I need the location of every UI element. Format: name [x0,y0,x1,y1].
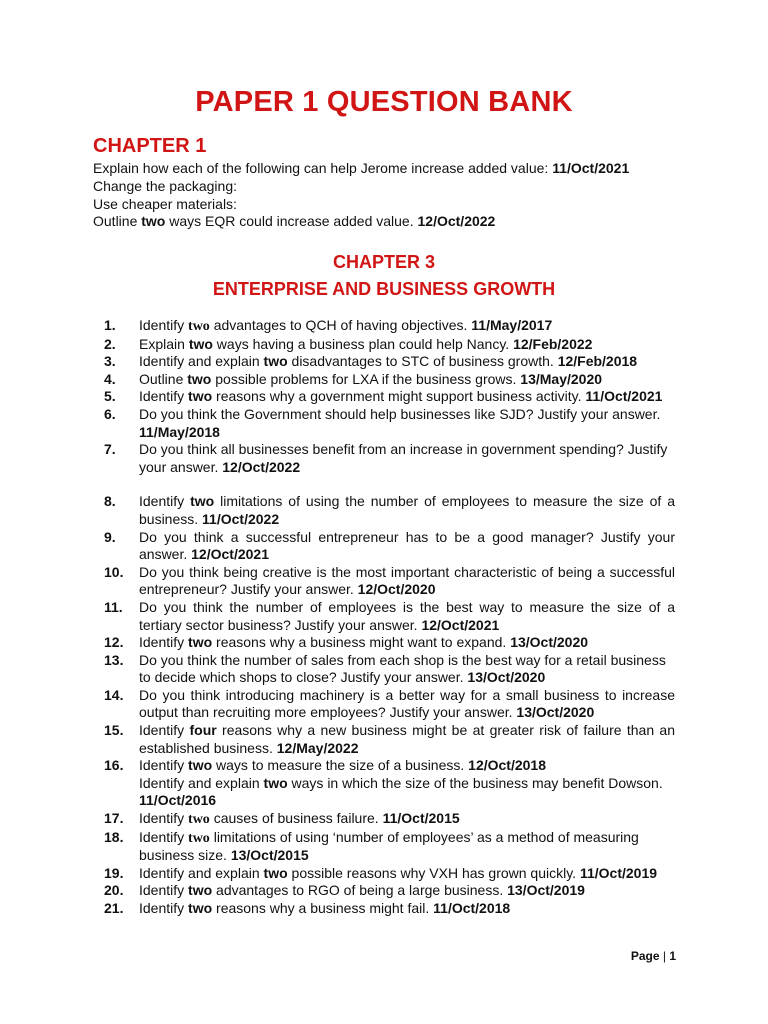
question-text-part: Identify [139,900,189,916]
question-text [139,757,675,810]
chapter-3-subheading: ENTERPRISE AND BUSINESS GROWTH [212,279,556,299]
exam-date: 12/Oct/2022 [417,213,496,230]
question-number: 19. [104,864,124,881]
question-text [139,406,675,441]
question-text-part: Identify [139,634,189,651]
question-text [139,493,675,528]
question-text-part: ways having a business plan could help Nancy. [212,335,514,352]
question-text-part: Identify and explain [139,353,264,370]
chapter-1-line [93,213,629,231]
question-text-part: reasons why a government might support business activity. [212,388,586,405]
question-text [139,441,675,476]
question-text-part: possible reasons why VXH has grown quickly. [287,864,580,881]
question-subpart [139,775,675,810]
chapter-1-line [93,178,629,196]
question-number: 20. [104,882,124,899]
emphasis-word: two [188,900,213,916]
question-text [139,810,675,829]
question-text [139,634,675,652]
question-item [104,388,675,406]
question-text-part: Do you think a successful entrepreneur has to be a good manager? Justify your answer. [139,528,675,563]
question-text-part: limitations of using ‘number of employees’ as a method of measuring business size. [139,828,639,864]
exam-date: 12/Oct/2020 [357,581,436,598]
question-text-part: reasons why a new business might be at greater risk of failure than an established business. [139,722,676,756]
question-number: 1. [104,317,116,333]
question-item [104,757,675,810]
question-text [139,865,675,883]
question-text [139,336,675,354]
chapter-1-heading: CHAPTER 1 [93,135,207,157]
exam-date: 11/Oct/2019 [579,864,658,881]
question-text [139,529,675,564]
question-item [104,722,675,757]
exam-date: 12/Oct/2021 [191,546,269,563]
question-text-part: Identify [139,722,190,739]
question-text-part: Do you think all businesses benefit from an increase in government spending? Justify your answer. [139,441,668,475]
question-text-part: ways to measure the size of a business. [212,757,469,774]
question-item [104,882,675,900]
question-text-part: Outline [139,370,188,387]
question-text [139,317,675,336]
exam-date: 11/Oct/2021 [585,388,663,405]
page-separator: | [659,949,670,963]
question-item [104,810,675,829]
question-text-part: Identify [139,388,189,405]
question-text [139,722,675,757]
exam-date: 11/May/2017 [471,317,553,333]
emphasis-word: four [189,722,217,739]
exam-date: 12/Oct/2021 [421,616,500,633]
question-text-part: disadvantages to STC of business growth. [287,353,558,370]
question-item [104,441,675,476]
question-text [139,564,675,599]
question-text-part: limitations of using the number of employees to measure the size of a business. [139,493,675,527]
exam-date: 12/Feb/2022 [513,335,593,352]
question-text [139,371,675,389]
question-number: 3. [104,353,116,370]
emphasis-word: two [188,882,213,899]
question-number: 18. [104,828,124,845]
question-number: 21. [104,900,124,916]
chapter-3-heading: CHAPTER 3 [332,252,435,272]
question-item [104,493,675,528]
question-text-part: Identify [139,810,189,827]
emphasis-word: two [190,493,215,510]
question-item [104,900,675,918]
line-text: Use cheaper materials: [93,195,237,212]
question-number: 16. [104,757,124,774]
chapter-1-line [93,196,629,214]
question-number: 2. [104,335,116,352]
page-footer [631,949,676,963]
question-text-part: ways in which the size of the business may benefit Dowson. [287,774,663,791]
question-item [104,406,675,441]
exam-date: 11/May/2018 [139,423,220,440]
emphasis-word: two [188,830,210,846]
emphasis-word: two [141,213,166,230]
question-number: 8. [104,493,116,510]
emphasis-word: two [187,370,212,387]
question-text-part: advantages to RGO of being a large business. [212,882,508,899]
question-text-part: Explain [139,335,189,352]
question-text-part: Do you think being creative is the most important characteristic of being a successful entrepreneur? Justify your answer. [139,563,675,598]
exam-date: 13/Oct/2020 [467,669,546,686]
chapter-1-line [93,160,629,178]
question-text-part: Do you think introducing machinery is a better way for a small business to increase output than recruiting more employees? Justify your answer. [139,686,675,721]
line-text: Change the packaging: [93,177,237,194]
exam-date: 11/Oct/2018 [433,900,511,916]
page-label: Page [630,949,660,963]
question-item [104,652,675,687]
exam-date: 13/Oct/2020 [510,634,589,651]
question-number: 10. [104,563,124,580]
question-text [139,353,675,371]
question-text-part: Identify and explain [139,864,264,881]
emphasis-word: two [188,757,213,774]
question-number: 11. [104,598,123,615]
question-text-part: Identify [139,828,189,845]
question-number: 6. [104,405,116,422]
exam-date: 12/Oct/2018 [468,757,546,774]
question-number: 7. [104,441,116,458]
spacer [104,476,675,493]
question-number: 12. [104,634,124,651]
question-item [104,353,675,371]
exam-date: 11/Oct/2016 [139,792,217,809]
question-item [104,317,675,336]
emphasis-word: two [263,774,288,791]
question-text-part: possible problems for LXA if the business grows. [211,370,521,387]
question-text [139,687,675,722]
question-item [104,865,675,883]
emphasis-word: two [188,319,210,334]
question-item [104,371,675,389]
exam-date: 11/Oct/2015 [382,810,460,827]
exam-date: 13/May/2020 [520,370,603,387]
question-item [104,829,675,865]
exam-date: 11/Oct/2021 [552,160,630,176]
question-number: 5. [104,388,116,405]
question-text-part: advantages to QCH of having objectives. [209,317,472,333]
question-number: 4. [104,370,116,387]
emphasis-word: two [263,864,288,881]
question-text [139,900,675,918]
exam-date: 12/May/2022 [276,739,359,756]
line-text: Explain how each of the following can help Jerome increase added value: [93,160,553,176]
question-text [139,652,675,687]
exam-date: 13/Oct/2015 [230,847,309,864]
question-text-part: Do you think the number of employees is the best way to measure the size of a tertiary sector business? Justify your answer. [139,598,675,633]
question-text [139,388,675,406]
question-text-part: Identify [139,882,189,899]
question-item [104,564,675,599]
question-text-part: Identify and explain [139,774,264,791]
question-text [139,599,675,634]
question-number: 14. [104,686,124,703]
exam-date: 13/Oct/2020 [516,704,595,721]
question-text-part: Identify [139,757,189,774]
chapter-1-body [93,160,629,231]
question-item [104,529,675,564]
question-item [104,634,675,652]
question-item [104,599,675,634]
question-text-part: reasons why a business might fail. [212,900,434,916]
line-text: ways EQR could increase added value. [165,213,418,230]
question-number: 17. [104,810,124,827]
question-text [139,829,675,865]
question-number: 15. [104,722,124,739]
question-item [104,687,675,722]
exam-date: 12/Feb/2018 [557,353,638,370]
emphasis-word: two [188,634,213,651]
line-text: Outline [93,213,142,230]
chapter-3-heading-block [0,249,768,303]
emphasis-word: two [188,812,210,828]
question-item [104,336,675,354]
question-text-part: Do you think the Government should help businesses like SJD? Justify your answer. [139,405,661,422]
question-text-part: reasons why a business might want to expand. [212,634,511,651]
question-text-part: Do you think the number of sales from each shop is the best way for a retail business to decide which shops to close? Justify your answer. [139,651,666,686]
emphasis-word: two [188,388,213,405]
page-number: 1 [669,949,676,963]
exam-date: 11/Oct/2022 [202,510,280,527]
exam-date: 12/Oct/2022 [222,458,301,475]
question-number: 13. [104,651,124,668]
exam-date: 13/Oct/2019 [507,882,585,899]
question-text-part: causes of business failure. [209,810,383,827]
question-list [104,317,675,918]
question-text [139,882,675,900]
question-text-part: Identify [139,317,189,333]
question-text-part: Identify [139,493,191,510]
page-title: PAPER 1 QUESTION BANK [195,86,573,118]
question-number: 9. [104,528,116,545]
emphasis-word: two [188,335,213,352]
emphasis-word: two [263,353,288,370]
